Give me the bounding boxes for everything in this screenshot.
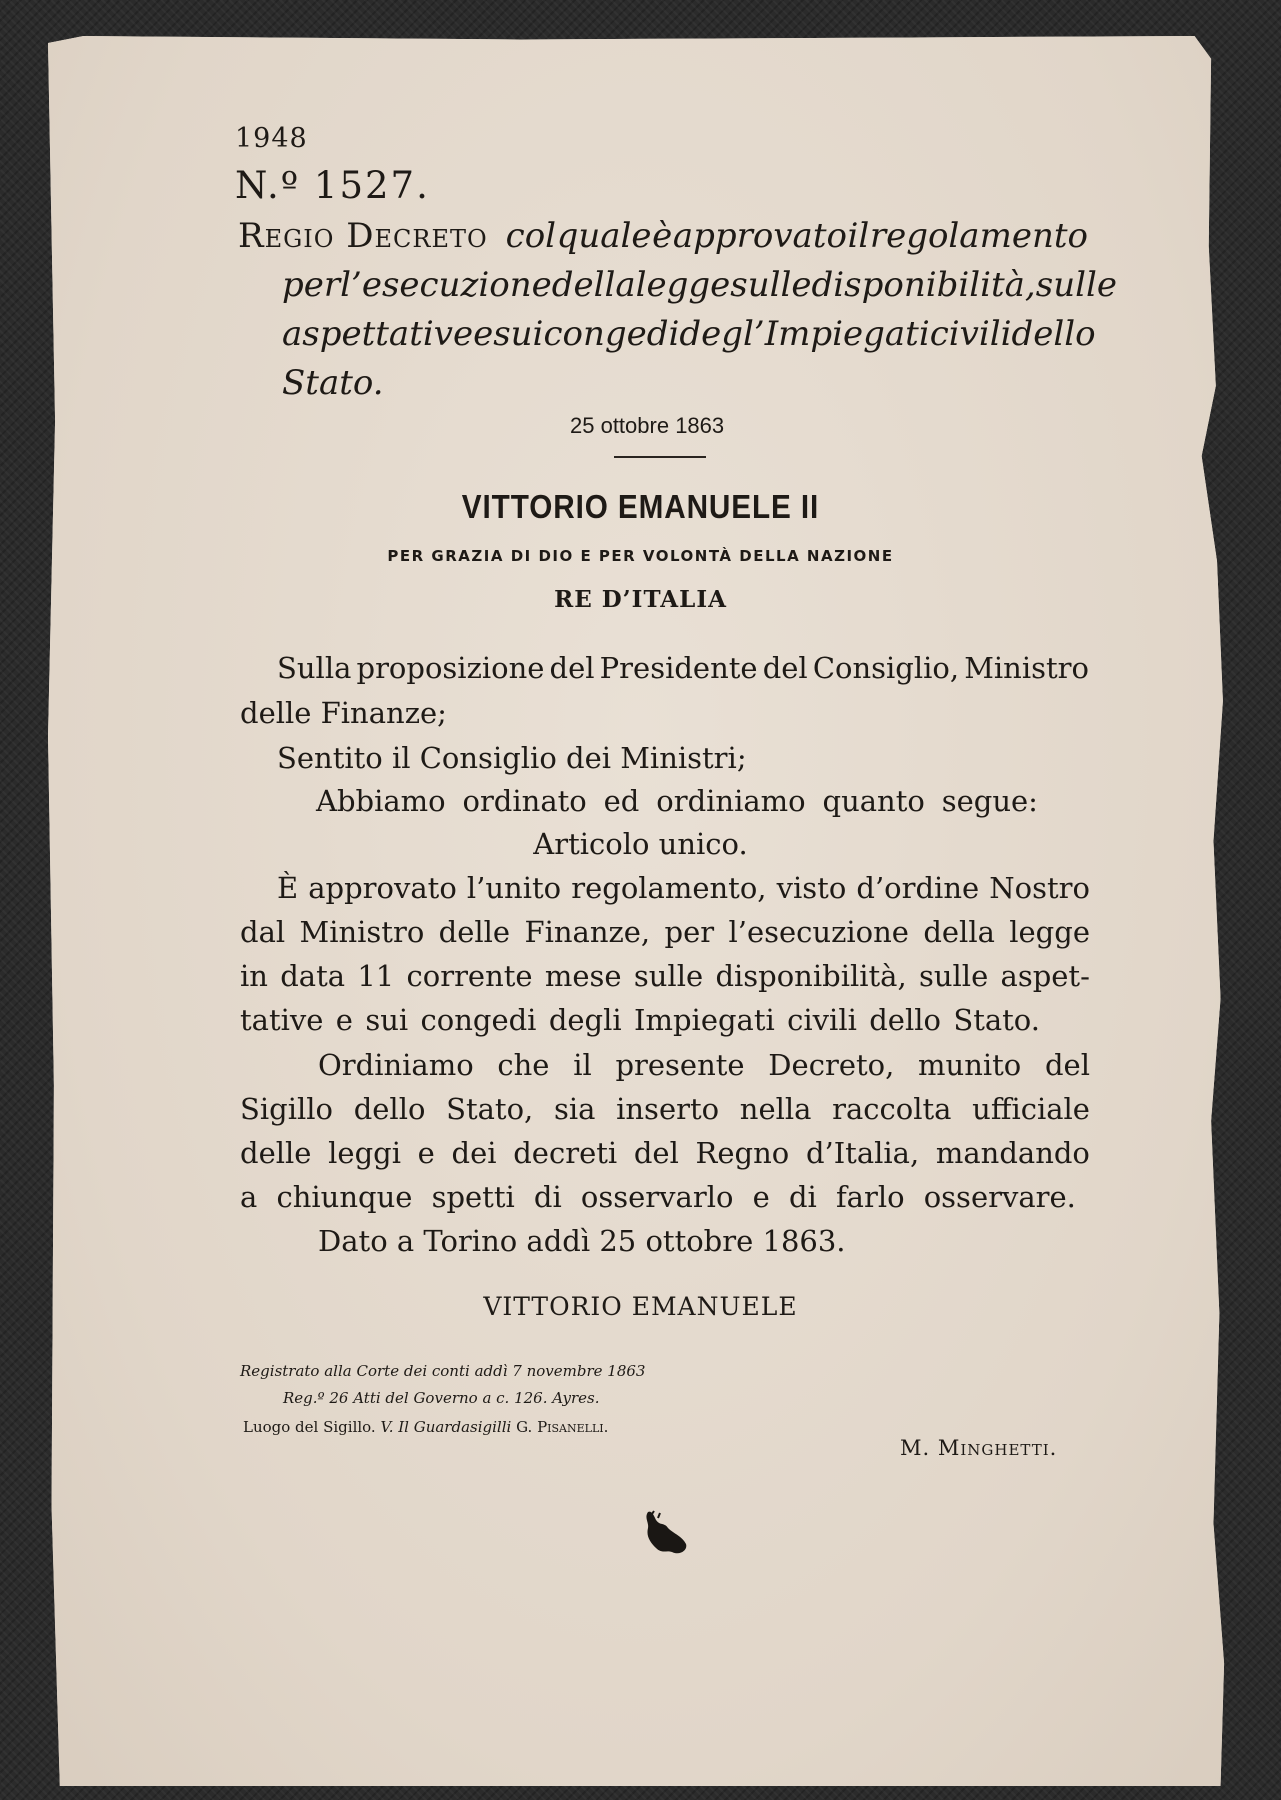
word: e — [417, 1136, 435, 1170]
word: regolamento — [869, 216, 1088, 256]
word: dello — [869, 1003, 941, 1037]
word: civili — [787, 1003, 857, 1037]
word: dei — [451, 1136, 497, 1170]
word: di — [788, 1180, 817, 1214]
body-p1-line2: delle Finanze; — [240, 696, 447, 730]
word: approvato — [672, 216, 847, 256]
word: l’unito — [466, 871, 562, 905]
word: chiunque — [276, 1180, 413, 1214]
word: congedi — [543, 314, 680, 354]
word: Stato. — [953, 1003, 1040, 1037]
word: degl’Impiegati — [679, 314, 930, 354]
word: mandando — [935, 1136, 1090, 1170]
word: mese — [544, 959, 622, 993]
body-p6-line1 — [318, 1048, 1090, 1082]
word: è — [652, 216, 673, 256]
word: del — [633, 1136, 679, 1170]
word: di — [533, 1180, 562, 1214]
word: legge — [1009, 915, 1090, 949]
word: Regno — [695, 1136, 790, 1170]
word: quale — [556, 216, 652, 256]
word: Impiegati — [634, 1003, 775, 1037]
word: della — [551, 265, 636, 305]
body-p2: Sentito il Consiglio dei Ministri; — [277, 741, 747, 775]
word: l’esecuzione — [340, 265, 552, 305]
word: farlo — [835, 1180, 905, 1214]
body-p6-line2 — [240, 1092, 1090, 1126]
minister-signature: M. Minghetti. — [900, 1436, 1058, 1460]
body-p6-line4 — [240, 1180, 1076, 1214]
word: del — [762, 651, 808, 685]
word: a — [240, 1180, 258, 1214]
body-p5-line1 — [277, 871, 1090, 905]
king-title: RE D’ITALIA — [554, 586, 727, 613]
word: Consiglio, — [812, 651, 960, 685]
word: corrente — [406, 959, 533, 993]
word: tative — [240, 1003, 324, 1037]
word: visto — [776, 871, 847, 905]
word: Sigillo — [240, 1092, 333, 1126]
guardasigilli: V. Il Guardasigilli — [380, 1418, 512, 1436]
king-heading: VITTORIO EMANUELE II — [461, 488, 820, 525]
word: d’ordine — [856, 871, 980, 905]
word: dello — [353, 1092, 426, 1126]
title-line-1-rest — [506, 212, 1088, 261]
word: raccolta — [832, 1092, 952, 1126]
word: congedi — [420, 1003, 537, 1037]
word: leggi — [328, 1136, 401, 1170]
seal-place: Luogo del Sigillo. — [243, 1418, 376, 1436]
registration-line-3 — [243, 1418, 608, 1436]
word: sui — [365, 1003, 409, 1037]
word: Finanze, — [524, 915, 651, 949]
body-p6-line3 — [240, 1136, 1090, 1170]
title-line-3 — [238, 310, 1096, 359]
word: Stato, — [446, 1092, 534, 1126]
pisanelli-signature: G. Pisanelli. — [516, 1418, 609, 1436]
word: del — [1044, 1048, 1090, 1082]
decree-number: N.º 1527. — [235, 164, 430, 207]
word: d’Italia, — [805, 1136, 920, 1170]
body-p5-line2 — [240, 915, 1090, 949]
word: della — [923, 915, 995, 949]
word: sulle — [1035, 265, 1117, 305]
word: aspet- — [1000, 959, 1090, 993]
title-line-1 — [238, 212, 1088, 261]
registration-line-1: Registrato alla Corte dei conti addì 7 novembre 1863 — [240, 1362, 646, 1380]
divider-rule — [614, 456, 706, 458]
word: l’esecuzione — [728, 915, 909, 949]
word: presente — [615, 1048, 745, 1082]
word: munito — [918, 1048, 1022, 1082]
word: nella — [739, 1092, 812, 1126]
word: data — [280, 959, 346, 993]
ink-blot — [642, 1510, 688, 1558]
body-p1-line1 — [277, 651, 1089, 685]
word: sui — [493, 314, 544, 354]
word: delle — [438, 915, 511, 949]
word: ufficiale — [972, 1092, 1090, 1126]
word: È — [277, 871, 299, 905]
word: il — [573, 1048, 592, 1082]
word: per — [664, 915, 715, 949]
word: Abbiamo — [316, 784, 446, 818]
word: inserto — [616, 1092, 720, 1126]
word: delle — [240, 1136, 312, 1170]
word: in — [240, 959, 268, 993]
word: sia — [553, 1092, 596, 1126]
word: quanto — [822, 784, 925, 818]
word: per — [282, 265, 341, 305]
title-line-2 — [238, 261, 1117, 310]
decree-date: 25 ottobre 1863 — [570, 413, 725, 438]
registration-line-2: Reg.º 26 Atti del Governo a c. 126. Ayres. — [283, 1389, 600, 1407]
word: decreti — [513, 1136, 618, 1170]
word: aspettative — [282, 314, 474, 354]
word: spetti — [431, 1180, 515, 1214]
word: che — [497, 1048, 550, 1082]
word: e — [473, 314, 494, 354]
word: Ministro — [964, 651, 1089, 685]
word: 11 — [357, 959, 395, 993]
given-at-line: Dato a Torino addì 25 ottobre 1863. — [318, 1224, 846, 1258]
word: ordiniamo — [656, 784, 806, 818]
word: Presidente — [599, 651, 758, 685]
word: col — [505, 216, 557, 256]
word: il — [847, 216, 870, 256]
word: regolamento, — [571, 871, 767, 905]
word: legge — [635, 265, 731, 305]
word: del — [549, 651, 595, 685]
word: Nostro — [989, 871, 1090, 905]
word: proposizione — [356, 651, 545, 685]
word: civili — [929, 314, 1012, 354]
title-line-4: Stato. — [282, 363, 384, 403]
word: sulle — [633, 959, 704, 993]
body-p5-line3 — [240, 959, 1090, 993]
article-heading: Articolo unico. — [533, 827, 748, 861]
word: sulle — [730, 265, 812, 305]
king-signature: VITTORIO EMANUELE — [483, 1292, 798, 1321]
word: sulle — [918, 959, 989, 993]
word: Ordiniamo — [318, 1048, 474, 1082]
word: dal — [240, 915, 286, 949]
word: ordinato — [462, 784, 587, 818]
word: segue: — [941, 784, 1038, 818]
word: Sulla — [277, 651, 352, 685]
word: osservarlo — [580, 1180, 734, 1214]
word: osservare. — [923, 1180, 1076, 1214]
word: dello — [1011, 314, 1096, 354]
title-lead: Regio Decreto — [238, 216, 488, 256]
word: Ministro — [299, 915, 425, 949]
word: Decreto, — [768, 1048, 895, 1082]
word: disponibilità, — [715, 959, 907, 993]
body-p3 — [316, 784, 1038, 818]
word: disponibilità, — [811, 265, 1036, 305]
word: e — [335, 1003, 353, 1037]
word: approvato — [308, 871, 457, 905]
decree-title — [238, 212, 1117, 408]
word: degli — [548, 1003, 622, 1037]
word: ed — [603, 784, 640, 818]
page-number: 1948 — [235, 123, 308, 154]
grace-line: PER GRAZIA DI DIO E PER VOLONTÀ DELLA NAZIONE — [387, 547, 894, 565]
body-p5-line4 — [240, 1003, 1040, 1037]
word: e — [752, 1180, 770, 1214]
